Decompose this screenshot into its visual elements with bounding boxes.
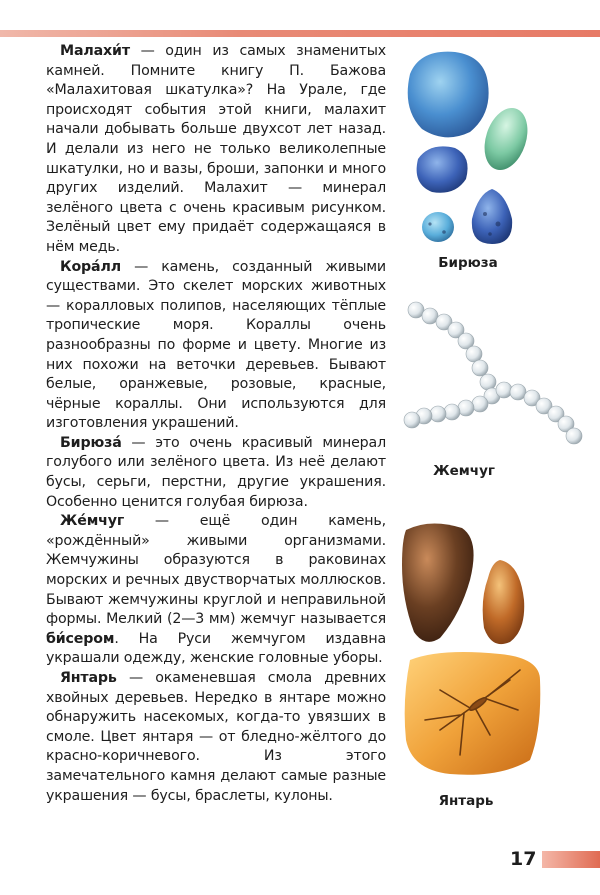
text-malachite: — один из самых знаменитых камней. Помните книгу П. Бажова «Малахитовая шкатулка»? На Урале, где происходят события этой книги, малахит начали добывать больше двухсот лет назад. И делали из него не только великолепные шкатулки, но и вазы, броши, запонки и много других изделий. Малахит — минерал зелёного цвета с очень красивым рисунком. Зелёный цвет ему придаёт содержащаяся в нём медь.: [46, 43, 386, 255]
paragraph-turquoise: [46, 434, 386, 512]
caption-amber: Янтарь: [438, 793, 494, 809]
text-column: [46, 42, 386, 806]
page-number-accent-bar: [542, 851, 600, 868]
amber-stones-image: [400, 520, 600, 790]
term-beads: би́сером: [46, 630, 115, 647]
turquoise-drop-stone: [472, 189, 512, 244]
pearl-string-image: [400, 296, 600, 456]
text-pearl-2: . На Руси жемчугом издавна украшали одежду, женские головные уборы.: [46, 630, 386, 667]
term-coral: Кора́лл: [60, 258, 121, 275]
turquoise-green-stone: [477, 102, 535, 175]
paragraph-coral: [46, 258, 386, 434]
term-malachite: Малахи́т: [60, 43, 130, 59]
turquoise-large-stone: [408, 52, 489, 138]
text-coral: — камень, созданный живыми существами. Это скелет морских животных — коралловых полипов, населяющих тёплые тропические моря. Кораллы очень разнообразны по форме и цвету. Многие из них похожи на веточки деревьев. Бывают белые, оранжевые, розовые, красные, чёрные кораллы. Они используются для изготовления украшений.: [46, 258, 386, 432]
text-pearl: — ещё один камень, «рождённый» живыми организмами. Жемчужины образуются в раковинах морских и речных двустворчатых моллюсков. Бывают жемчужины круглой и неправильной формы. Мелкий (2—3 мм) жемчуг называется: [46, 513, 386, 628]
turquoise-small-stone: [422, 212, 454, 242]
caption-pearl: Жемчуг: [433, 463, 495, 479]
caption-turquoise: Бирюза: [438, 255, 498, 271]
term-turquoise: Бирюза́: [60, 434, 122, 451]
term-pearl: Же́мчуг: [60, 513, 125, 530]
turquoise-mid-stone: [417, 146, 468, 192]
amber-light-stone: [483, 560, 525, 644]
turquoise-stones-image: [400, 44, 600, 254]
paragraph-malachite: [46, 42, 386, 258]
term-amber: Янтарь: [60, 670, 117, 686]
text-amber: — окаменевшая смола древних хвойных деревьев. Нередко в янтаре можно обнаружить насекомых, когда-то увязших в смоле. Цвет янтаря — от бледно-жёлтого до красно-коричневого. Из этого замечательного камня делают самые разные украшения — бусы, браслеты, кулоны.: [46, 670, 386, 804]
paragraph-pearl: [46, 512, 386, 669]
text-turquoise: — это очень красивый минерал голубого или зелёного цвета. Из неё делают бусы, серьги, перстни, другие украшения. Особенно ценится голубая бирюза.: [46, 434, 386, 510]
top-rule: [0, 30, 600, 37]
page-number: 17: [510, 848, 537, 870]
amber-dark-stone: [402, 523, 474, 641]
paragraph-amber: [46, 669, 386, 806]
